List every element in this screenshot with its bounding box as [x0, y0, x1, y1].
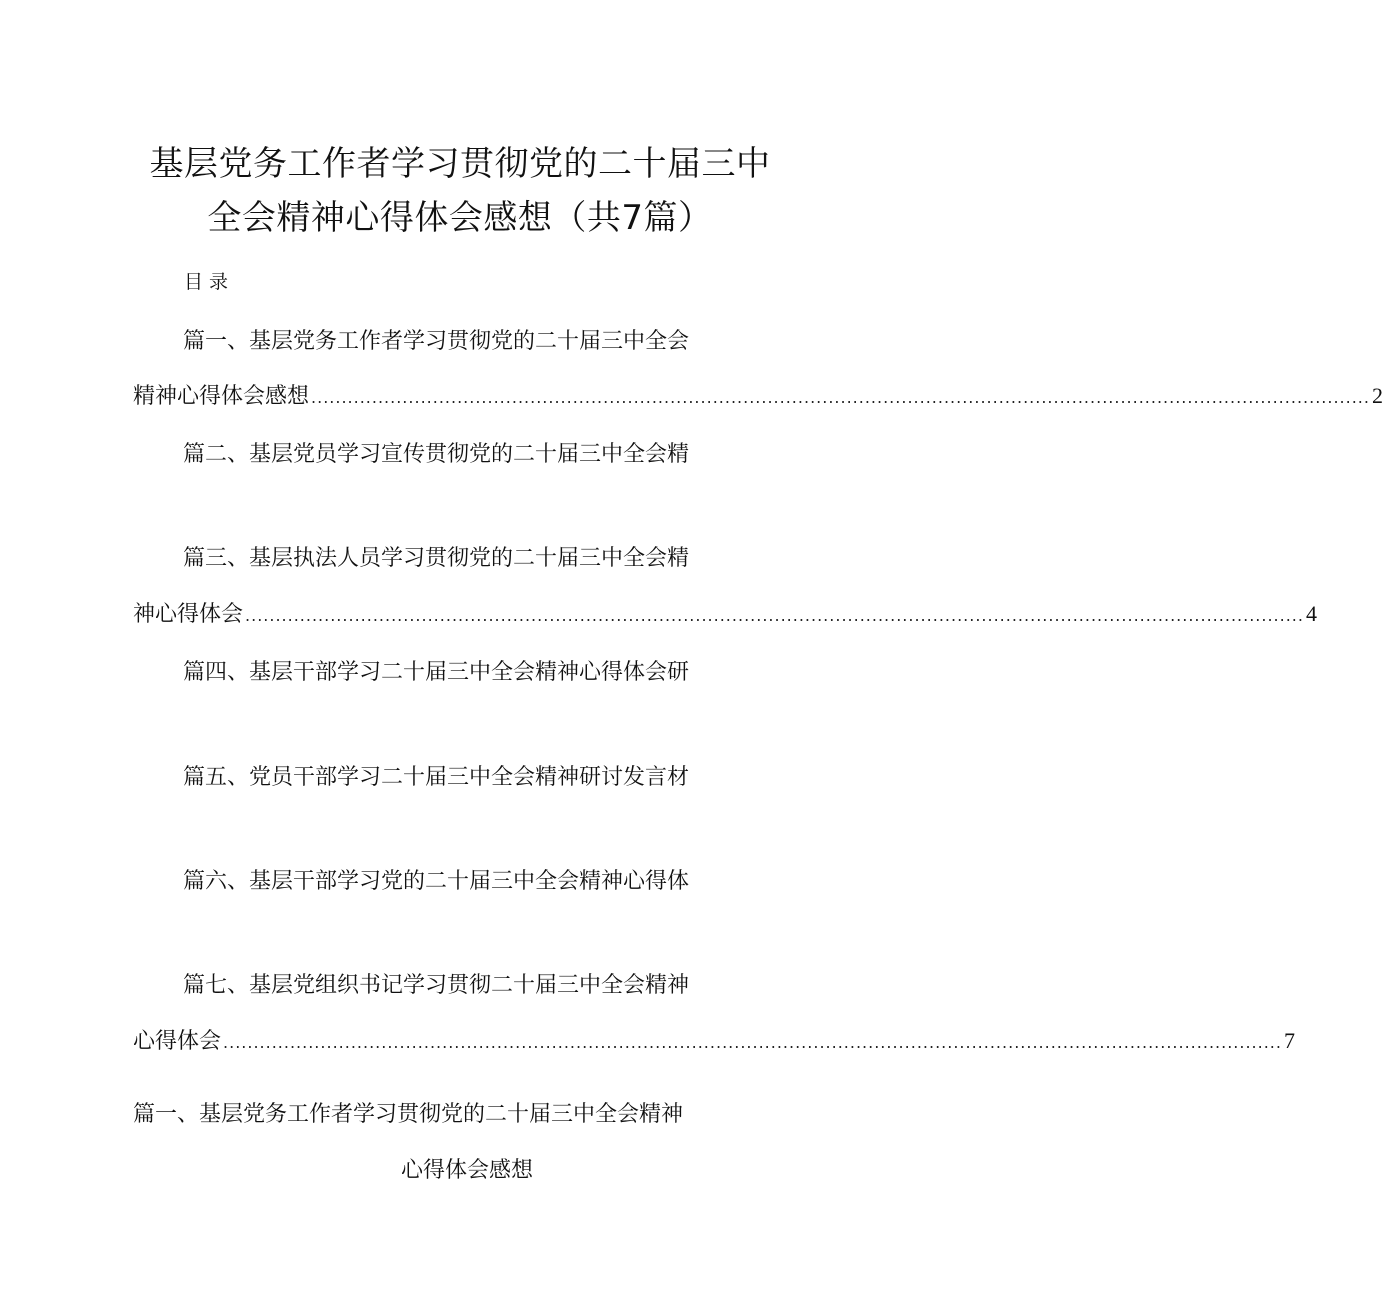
section-heading-line-2: 心得体会感想	[400, 1158, 533, 1183]
section-heading-line-1: 篇一、基层党务工作者学习贯彻党的二十届三中全会精神	[133, 1102, 684, 1127]
document-title-line-2: 全会精神心得体会感想（共7篇）	[207, 198, 713, 238]
toc-leader-dots: ..............................................................................................................................................................................	[223, 1033, 1282, 1052]
document-title-line-1: 基层党务工作者学习贯彻党的二十届三中	[149, 144, 771, 184]
toc-entry-2-title[interactable]: 篇二、基层党员学习宣传贯彻党的二十届三中全会精	[183, 442, 690, 467]
toc-leader-dots: ..............................................................................................................................................................................	[245, 606, 1304, 625]
toc-entry-3-title-cont: 神心得体会	[133, 602, 244, 627]
toc-entry-1-continuation[interactable]	[133, 379, 1383, 410]
toc-entry-1-page: 2	[1371, 383, 1383, 408]
toc-leader-dots: ..............................................................................................................................................................................	[311, 388, 1370, 407]
toc-entry-7-title-cont: 心得体会	[133, 1029, 222, 1054]
toc-entry-4-title[interactable]: 篇四、基层干部学习二十届三中全会精神心得体会研	[183, 660, 690, 685]
toc-entry-3-continuation[interactable]	[133, 597, 1317, 628]
toc-entry-5-title[interactable]: 篇五、党员干部学习二十届三中全会精神研讨发言材	[183, 765, 690, 790]
toc-entry-7-continuation[interactable]	[133, 1024, 1295, 1055]
toc-entry-1-title-cont: 精神心得体会感想	[133, 384, 310, 409]
toc-entry-3-page: 4	[1305, 601, 1317, 626]
toc-entry-7-page: 7	[1283, 1028, 1295, 1053]
toc-entry-6-title[interactable]: 篇六、基层干部学习党的二十届三中全会精神心得体	[183, 869, 690, 894]
toc-entry-3-title[interactable]: 篇三、基层执法人员学习贯彻党的二十届三中全会精	[183, 546, 690, 571]
toc-entry-7-title[interactable]: 篇七、基层党组织书记学习贯彻二十届三中全会精神	[183, 973, 690, 998]
toc-entry-1-title[interactable]: 篇一、基层党务工作者学习贯彻党的二十届三中全会	[183, 329, 690, 354]
toc-heading: 目录	[184, 271, 235, 293]
